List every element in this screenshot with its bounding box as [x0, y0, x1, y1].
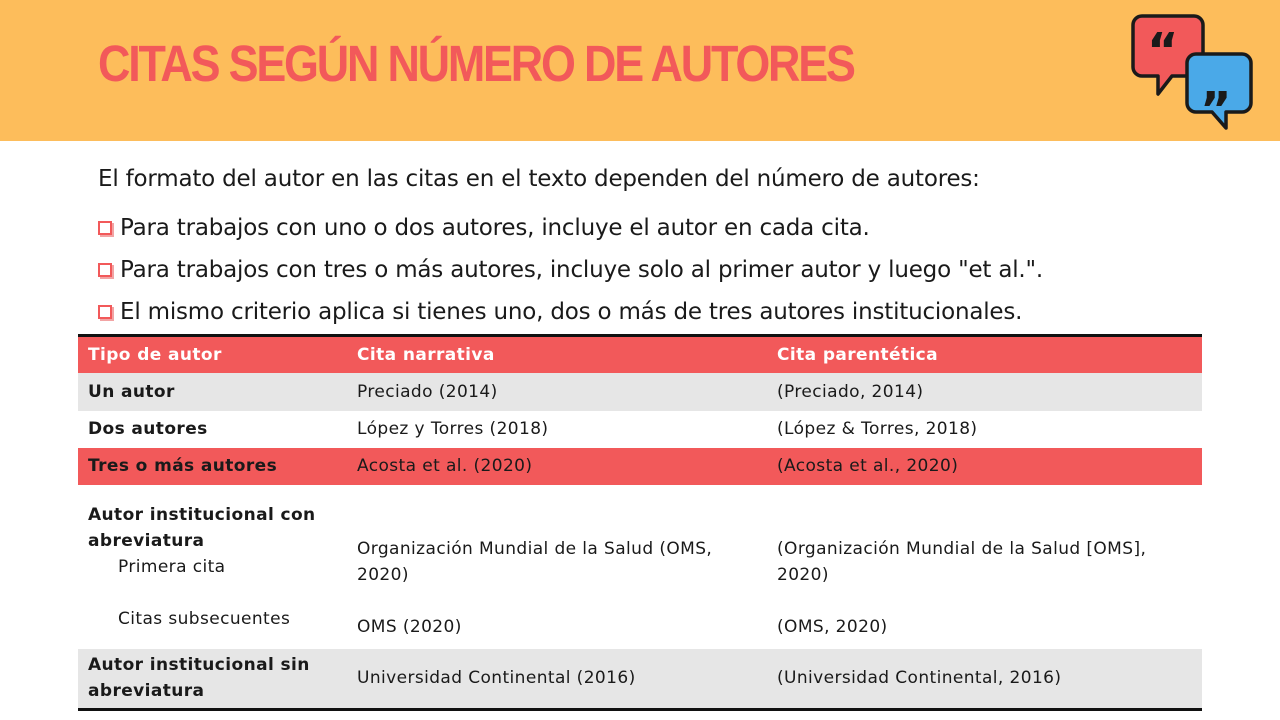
author-type-label: Autor institucional con abreviatura [88, 504, 316, 551]
table-row [78, 373, 1202, 411]
parenthetical-cell: (Acosta et al., 2020) [767, 448, 1202, 485]
parenthetical-first: (Organización Mundial de la Salud [OMS], 2020) [777, 538, 1147, 585]
narrative-cell: López y Torres (2018) [347, 411, 767, 448]
parenthetical-cell [767, 485, 1202, 649]
citation-table [78, 334, 1202, 711]
parenthetical-cell: (López & Torres, 2018) [767, 411, 1202, 448]
parenthetical-subsequent: (OMS, 2020) [777, 616, 888, 637]
table-row [78, 649, 1202, 710]
bullet-text: El mismo criterio aplica si tienes uno, dos o más de tres autores institucionales. [120, 299, 1023, 325]
narrative-subsequent: OMS (2020) [357, 616, 462, 637]
header-banner [0, 0, 1280, 141]
narrative-cell: Preciado (2014) [347, 373, 767, 411]
quotes-speech-bubbles-icon [1130, 10, 1255, 130]
author-type-cell: Un autor [78, 373, 347, 411]
subsequent-citation-label: Citas subsecuentes [118, 608, 291, 629]
column-header: Cita narrativa [347, 336, 767, 373]
narrative-cell [347, 485, 767, 649]
table-row [78, 411, 1202, 448]
narrative-cell: Universidad Continental (2016) [347, 649, 767, 710]
author-type-cell [78, 485, 347, 649]
parenthetical-cell: (Preciado, 2014) [767, 373, 1202, 411]
column-header: Tipo de autor [78, 336, 347, 373]
first-citation-label: Primera cita [118, 556, 226, 577]
bullet-text: Para trabajos con tres o más autores, incluye solo al primer autor y luego "et al.". [120, 257, 1044, 283]
author-type-cell: Dos autores [78, 411, 347, 448]
narrative-cell: Acosta et al. (2020) [347, 448, 767, 485]
checkbox-bullet-icon [98, 221, 112, 235]
bullet-list [98, 207, 1043, 333]
table-row [78, 485, 1202, 649]
table-header-row [78, 336, 1202, 373]
page-title: CITAS SEGÚN NÚMERO DE AUTORES [98, 35, 854, 92]
parenthetical-cell: (Universidad Continental, 2016) [767, 649, 1202, 710]
author-type-cell: Autor institucional sin abreviatura [78, 649, 347, 710]
svg-text:”: ” [1200, 82, 1232, 130]
narrative-first: Organización Mundial de la Salud (OMS, 2020) [357, 538, 713, 585]
bullet-item [98, 249, 1043, 291]
bullet-item [98, 207, 1043, 249]
column-header: Cita parentética [767, 336, 1202, 373]
checkbox-bullet-icon [98, 263, 112, 277]
checkbox-bullet-icon [98, 305, 112, 319]
bullet-text: Para trabajos con uno o dos autores, incluye el autor en cada cita. [120, 215, 870, 241]
table-row [78, 448, 1202, 485]
author-type-cell: Tres o más autores [78, 448, 347, 485]
bullet-item [98, 291, 1043, 333]
svg-text:“: “ [1147, 23, 1179, 79]
intro-text: El formato del autor en las citas en el texto dependen del número de autores: [98, 166, 980, 192]
